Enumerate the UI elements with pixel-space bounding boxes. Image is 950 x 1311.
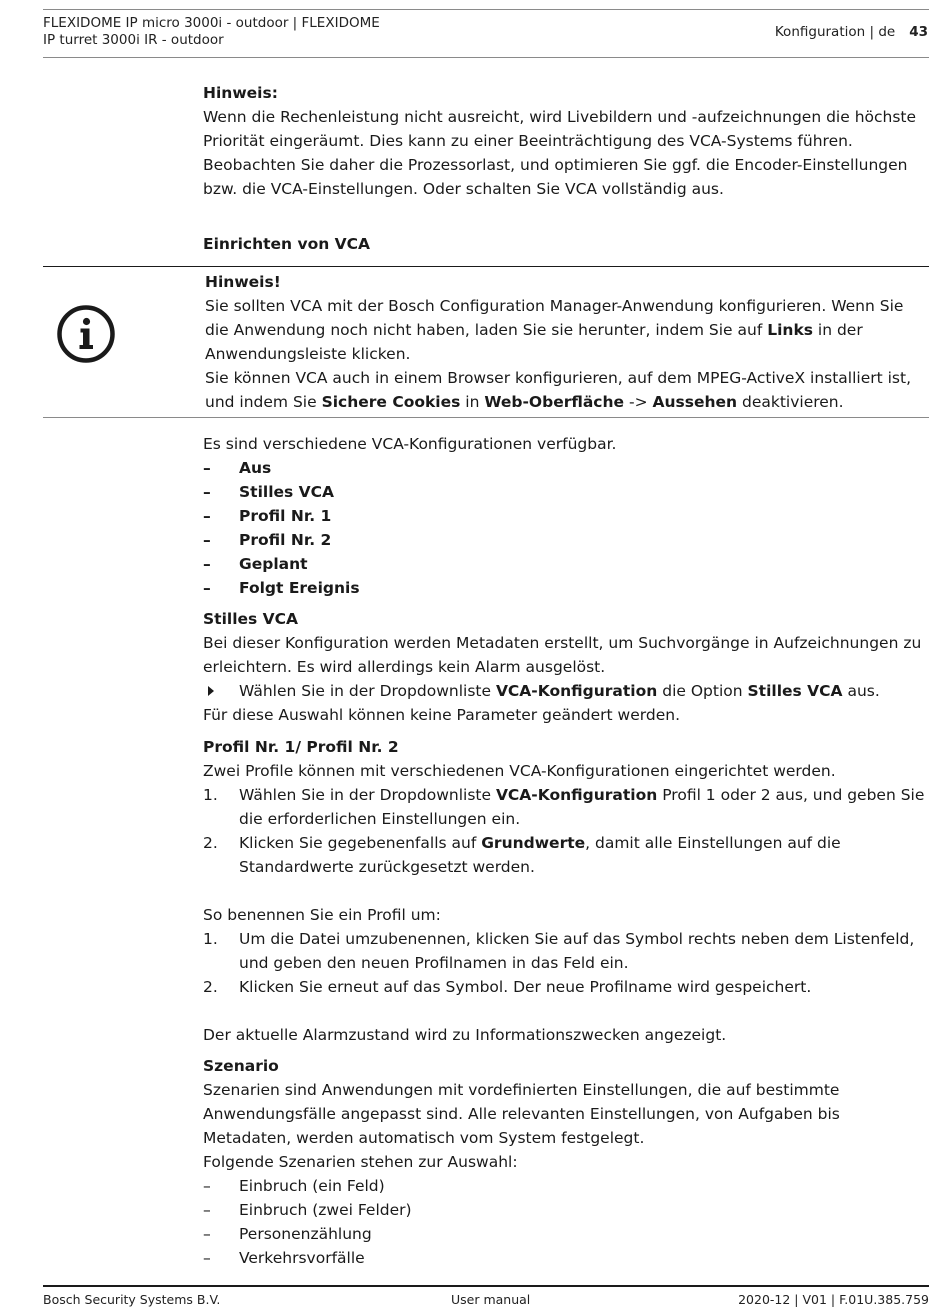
list-item	[203, 1246, 929, 1270]
scenario-choose: Folgende Szenarien stehen zur Auswahl:	[203, 1153, 518, 1171]
note-p1-text: Sie sollten VCA mit der Bosch Configuration Manager-Anwendung konfigurieren. Wenn Sie die Anwendung noch nicht haben, laden Sie sie herunter, indem Sie auf	[205, 297, 904, 339]
silent-step-option-term: Stilles VCA	[747, 682, 843, 700]
scenario-heading: Szenario	[203, 1057, 279, 1075]
list-item	[203, 480, 929, 504]
scenario-item-label: Einbruch (zwei Felder)	[239, 1201, 412, 1219]
profile-step2-defaults-term: Grundwerte	[481, 834, 586, 852]
config-item-label: Folgt Ereignis	[239, 579, 360, 597]
dash-marker: –	[203, 507, 211, 525]
note-paragraph-2	[205, 366, 927, 414]
scenario-item-label: Personenzählung	[239, 1225, 372, 1243]
footer-doc-id: 2020-12 | V01 | F.01U.385.759	[738, 1292, 929, 1307]
note-title: Hinweis!	[205, 273, 281, 291]
silent-vca-step	[203, 679, 929, 703]
dash-marker: –	[203, 459, 211, 477]
list-item	[203, 456, 929, 480]
note-cookies-term: Sichere Cookies	[321, 393, 461, 411]
profile-step2-text: Klicken Sie gegebenenfalls auf	[239, 834, 482, 852]
config-item-label: Profil Nr. 1	[239, 507, 332, 525]
note-web-ui-term: Web-Oberfläche	[484, 393, 625, 411]
header-section	[775, 24, 928, 41]
step-number: 1.	[203, 786, 218, 804]
step-number: 2.	[203, 978, 218, 996]
header-top-rule	[43, 9, 929, 10]
hint-title: Hinweis:	[203, 84, 278, 102]
profile-step1-dropdown-term: VCA-Konfiguration	[495, 786, 658, 804]
dash-marker: –	[203, 1225, 211, 1243]
config-item-label: Profil Nr. 2	[239, 531, 332, 549]
note-p2-text: Sie können VCA auch in einem Browser konfigurieren, auf dem MPEG-ActiveX installiert ist, und indem Sie	[205, 369, 912, 411]
footer-company: Bosch Security Systems B.V.	[43, 1292, 221, 1307]
list-item	[203, 831, 929, 879]
note-links-term: Links	[767, 321, 813, 339]
silent-step-dropdown-term: VCA-Konfiguration	[495, 682, 658, 700]
setup-heading-text: Einrichten von VCA	[203, 235, 371, 253]
scenario-item-label: Verkehrsvorfälle	[239, 1249, 365, 1267]
config-list	[203, 456, 929, 600]
header-product-title	[43, 15, 380, 49]
footer-doc-type: User manual	[451, 1292, 531, 1307]
list-item	[203, 1198, 929, 1222]
step-number: 1.	[203, 930, 218, 948]
silent-vca-heading: Stilles VCA	[203, 610, 299, 628]
list-item	[203, 528, 929, 552]
silent-step-text: Wählen Sie in der Dropdownliste	[239, 682, 496, 700]
dash-marker: –	[203, 531, 211, 549]
header-bottom-rule	[43, 57, 929, 58]
profile-step2-text-end: , damit alle Einstellungen auf die Standardwerte zurückgesetzt werden.	[239, 834, 841, 876]
rename-section	[203, 903, 929, 999]
note-p1-text-end: in der Anwendungsleiste klicken.	[205, 321, 863, 363]
dash-marker: –	[203, 483, 211, 501]
rename-step2-text: Klicken Sie erneut auf das Symbol. Der neue Profilname wird gespeichert.	[239, 978, 812, 996]
scenario-section	[203, 1054, 929, 1270]
scenario-text: Szenarien sind Anwendungen mit vordefinierten Einstellungen, die auf bestimmte Anwendungsfälle angepasst sind. Alle relevanten Einstellungen, von Aufgaben bis Metadaten, werden automatisch vom System festgelegt.	[203, 1081, 840, 1147]
list-item	[203, 1222, 929, 1246]
dash-marker: –	[203, 1249, 211, 1267]
page-number: 43	[909, 24, 928, 40]
dash-marker: –	[203, 1201, 211, 1219]
triangle-bullet-icon	[208, 686, 214, 696]
setup-heading	[203, 232, 929, 256]
silent-vca-section	[203, 607, 929, 727]
scenario-list	[203, 1174, 929, 1270]
hint-text: Wenn die Rechenleistung nicht ausreicht, wird Livebildern und -aufzeichnungen die höchste Priorität eingeräumt. Dies kann zu einer Beeinträchtigung des VCA-Systems führen. Beobachten Sie daher die Prozessorlast, und optimieren Sie ggf. die Encoder-Einstellungen bzw. die VCA-Einstellungen. Oder schalten Sie VCA vollständig aus.	[203, 108, 917, 198]
list-item	[203, 1174, 929, 1198]
list-item	[203, 975, 929, 999]
list-item	[203, 783, 929, 831]
rename-step1-text: Um die Datei umzubenennen, klicken Sie auf das Symbol rechts neben dem Listenfeld, und geben den neuen Profilnamen in das Feld ein.	[239, 930, 915, 972]
silent-step-text-end: aus.	[842, 682, 880, 700]
header-title-line-1: FLEXIDOME IP micro 3000i - outdoor | FLEXIDOME	[43, 15, 380, 31]
config-item-label: Stilles VCA	[239, 483, 335, 501]
list-item	[203, 927, 929, 975]
list-item	[203, 576, 929, 600]
profile-heading: Profil Nr. 1/ Profil Nr. 2	[203, 738, 399, 756]
dash-marker: –	[203, 555, 211, 573]
scenario-item-label: Einbruch (ein Feld)	[239, 1177, 385, 1195]
note-text	[205, 270, 927, 414]
list-item	[203, 504, 929, 528]
header-section-label: Konfiguration | de	[774, 24, 896, 40]
rename-steps	[203, 927, 929, 999]
footer-rule	[43, 1285, 929, 1287]
list-item	[203, 552, 929, 576]
step-number: 2.	[203, 834, 218, 852]
config-item-label: Aus	[239, 459, 272, 477]
note-p2-arrow: ->	[624, 393, 653, 411]
profile-step1-text-end: Profil 1 oder 2 aus, und geben Sie die erforderlichen Einstellungen ein.	[239, 786, 925, 828]
header-title-line-2: IP turret 3000i IR - outdoor	[43, 32, 224, 48]
hint-block	[203, 81, 929, 201]
silent-vca-text: Bei dieser Konfiguration werden Metadaten erstellt, um Suchvorgänge in Aufzeichnungen zu erleichtern. Es wird allerdings kein Alarm ausgelöst.	[203, 634, 922, 676]
note-appearance-term: Aussehen	[652, 393, 738, 411]
config-intro: Es sind verschiedene VCA-Konfigurationen verfügbar.	[203, 435, 617, 453]
silent-step-text-mid: die Option	[657, 682, 748, 700]
profile-steps	[203, 783, 929, 879]
note-box	[43, 266, 929, 418]
note-p2-text-in: in	[460, 393, 485, 411]
dash-marker: –	[203, 579, 211, 597]
dash-marker: –	[203, 1177, 211, 1195]
info-icon	[57, 305, 115, 363]
profile-section	[203, 735, 929, 879]
config-section	[203, 432, 929, 600]
silent-vca-after: Für diese Auswahl können keine Parameter geändert werden.	[203, 706, 680, 724]
rename-intro: So benennen Sie ein Profil um:	[203, 906, 441, 924]
profile-intro: Zwei Profile können mit verschiedenen VCA-Konfigurationen eingerichtet werden.	[203, 762, 836, 780]
note-paragraph-1	[205, 294, 927, 366]
alarm-status-note	[203, 1023, 929, 1047]
config-item-label: Geplant	[239, 555, 308, 573]
alarm-status-text: Der aktuelle Alarmzustand wird zu Informationszwecken angezeigt.	[203, 1026, 727, 1044]
note-p2-text-end: deaktivieren.	[737, 393, 844, 411]
profile-step1-text: Wählen Sie in der Dropdownliste	[239, 786, 496, 804]
